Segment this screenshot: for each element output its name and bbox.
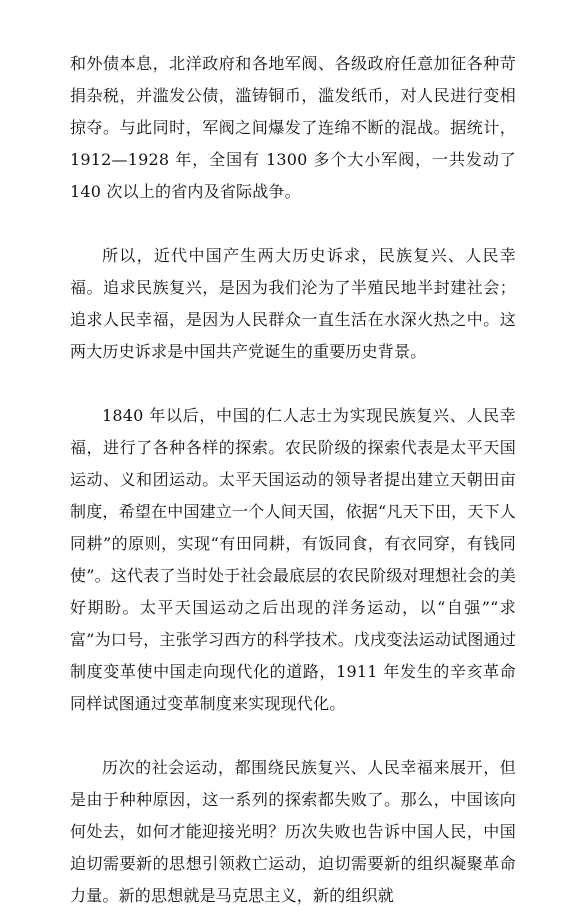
paragraph-3: 1840 年以后，中国的仁人志士为实现民族复兴、人民幸福，进行了各种各样的探索。农民阶级的探索代表是太平天国运动、义和团运动。太平天国运动的领导者提出建立天朝田亩制度，希望在中国建立一个人间天国，依据“凡天下田，天下人同耕”的原则，实现“有田同耕，有饭同食，有衣同穿，有钱同使”。这代表了当时处于社会最底层的农民阶级对理想社会的美好期盼。太平天国运动之后出现的洋务运动，以“自强”“求富”为口号，主张学习西方的科学技术。戊戌变法运动试图通过制度变革使中国走向现代化的道路，1911 年发生的辛亥革命同样试图通过变革制度来实现现代化。 xyxy=(70,406,516,713)
paragraph-gap xyxy=(70,720,516,752)
paragraph-1: 和外债本息，北洋政府和各地军阀、各级政府任意加征各种苛捐杂税，并滥发公债，滥铸铜币，滥发纸币，对人民进行变相掠夺。与此同时，军阀之间爆发了连绵不断的混战。据统计，1912—1928 年，全国有 1300 多个大小军阀，一共发动了 140 次以上的省内及省际战争。 xyxy=(70,54,516,201)
paragraph-gap xyxy=(70,208,516,240)
paragraph-4: 历次的社会运动，都围绕民族复兴、人民幸福来展开，但是由于种种原因，这一系列的探索都失败了。那么，中国该向何处去，如何才能迎接光明？历次失败也告诉中国人民，中国迫切需要新的思想引领救亡运动，迫切需要新的组织凝聚革命力量。新的思想就是马克思主义，新的组织就 xyxy=(70,758,516,905)
paragraph-gap xyxy=(70,368,516,400)
paragraph-2: 所以，近代中国产生两大历史诉求，民族复兴、人民幸福。追求民族复兴，是因为我们沦为了半殖民地半封建社会；追求人民幸福，是因为人民群众一直生活在水深火热之中。这两大历史诉求是中国共产党诞生的重要历史背景。 xyxy=(70,246,516,361)
document-page xyxy=(70,48,516,912)
